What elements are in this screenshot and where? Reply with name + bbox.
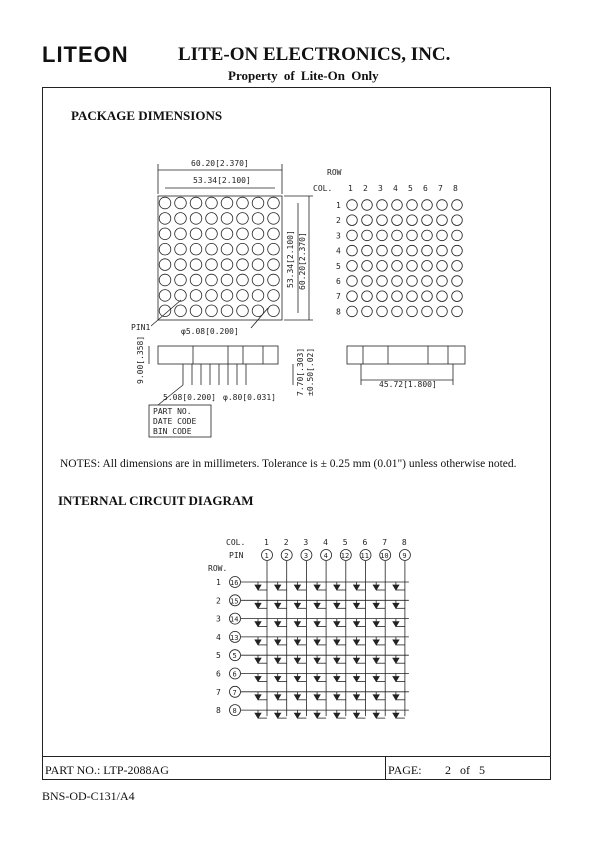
led-diode-symbol <box>314 695 320 700</box>
front-led-dot <box>175 259 187 271</box>
pinmap-dot <box>392 291 403 302</box>
circuit-row-number: 2 <box>216 596 221 606</box>
front-led-dot <box>268 274 280 286</box>
pinmap-dot <box>422 291 433 302</box>
pinmap-dot <box>362 291 373 302</box>
pinmap-dot <box>362 306 373 317</box>
front-led-dot <box>237 228 249 240</box>
led-diode-symbol <box>334 585 340 590</box>
package-dimensions-title: PACKAGE DIMENSIONS <box>71 108 223 123</box>
front-led-dot <box>268 243 280 255</box>
led-diode-symbol <box>393 713 399 718</box>
pinmap-dot <box>422 230 433 241</box>
led-diode-symbol <box>334 677 340 682</box>
pinmap-dot <box>392 306 403 317</box>
circuit-col-number: 5 <box>342 538 348 547</box>
led-diode-symbol <box>354 713 360 718</box>
front-led-dot <box>159 243 171 255</box>
dot-diameter-label: φ5.08[0.200] <box>181 327 239 336</box>
front-led-dot <box>237 290 249 302</box>
front-led-dot <box>268 290 280 302</box>
led-diode-symbol <box>314 677 320 682</box>
circuit-col-number: 4 <box>323 538 328 547</box>
side-height-label: 9.00[.358] <box>136 335 145 384</box>
dim-height-inner: 53.34[2.100] <box>286 230 295 288</box>
front-led-dot <box>175 213 187 225</box>
led-diode-symbol <box>393 677 399 682</box>
row-number: 5 <box>336 261 341 271</box>
front-led-dot <box>190 305 202 317</box>
liteon-logo: LITEON <box>42 42 129 67</box>
led-diode-symbol <box>314 622 320 627</box>
pinmap-dot <box>362 245 373 256</box>
circuit-row-number: 4 <box>216 632 221 642</box>
pinmap-dot <box>437 230 448 241</box>
led-diode-symbol <box>334 640 340 645</box>
led-diode-symbol <box>393 658 399 663</box>
pinmap-dot <box>407 215 418 226</box>
led-diode-symbol <box>294 695 300 700</box>
pinmap-dot <box>392 230 403 241</box>
col-number: 6 <box>423 184 428 193</box>
pinmap-dot <box>452 200 463 211</box>
col-number: 8 <box>453 184 458 193</box>
front-led-dot <box>206 305 218 317</box>
dimension-notes: NOTES: All dimensions are in millimeters. Tolerance is ± 0.25 mm (0.01") unless otherwise noted. <box>60 458 517 470</box>
front-led-dot <box>190 243 202 255</box>
label-line-2: DATE CODE <box>153 417 197 426</box>
led-diode-symbol <box>255 695 261 700</box>
pinmap-dot <box>347 276 358 287</box>
led-diode-symbol <box>354 640 360 645</box>
dot-leader <box>251 308 268 328</box>
pinmap-dot <box>347 230 358 241</box>
page-number: 2 of 5 <box>445 763 485 777</box>
pinmap-dot <box>347 291 358 302</box>
col-pin-number: 9 <box>402 552 407 560</box>
pinmap-dot <box>377 215 388 226</box>
row-pin-number: 8 <box>232 707 237 716</box>
package-dimension-drawing <box>43 148 550 498</box>
row-pin-number: 5 <box>232 652 237 661</box>
pinmap-dot <box>422 261 433 272</box>
front-led-dot <box>221 274 233 286</box>
led-diode-symbol <box>314 658 320 663</box>
pinmap-dot <box>437 276 448 287</box>
row-number: 8 <box>336 307 341 317</box>
pin-length-label: 7.70[.303] <box>296 347 305 396</box>
col-pin-number: 1 <box>264 552 269 560</box>
row-number: 3 <box>336 231 341 241</box>
led-diode-symbol <box>314 713 320 718</box>
front-led-dot <box>268 259 280 271</box>
pinmap-dot <box>347 306 358 317</box>
circuit-col-label: COL. <box>226 538 246 547</box>
led-diode-symbol <box>255 622 261 627</box>
company-name: LITE-ON ELECTRONICS, INC. <box>178 44 451 65</box>
row-number: 7 <box>336 292 341 302</box>
pinmap-dot <box>422 306 433 317</box>
led-diode-symbol <box>255 603 261 608</box>
pinmap-dot <box>437 261 448 272</box>
front-led-dot <box>190 274 202 286</box>
front-led-dot <box>221 259 233 271</box>
pinmap-dot <box>392 215 403 226</box>
led-diode-symbol <box>314 640 320 645</box>
front-led-dot <box>237 274 249 286</box>
pinmap-dot <box>377 261 388 272</box>
front-led-dot <box>237 305 249 317</box>
pinmap-dot <box>452 306 463 317</box>
led-diode-symbol <box>354 677 360 682</box>
pin-tolerance-label: ±0.50[.02] <box>306 347 315 396</box>
led-diode-symbol <box>275 640 281 645</box>
led-diode-symbol <box>354 622 360 627</box>
front-led-dot <box>221 243 233 255</box>
pinmap-dot <box>437 200 448 211</box>
col-pin-number: 11 <box>360 552 369 560</box>
led-diode-symbol <box>275 695 281 700</box>
pin-pitch-label: 5.08[0.200] <box>163 393 216 402</box>
col-pin-number: 4 <box>323 552 328 560</box>
front-led-dot <box>221 290 233 302</box>
pinmap-dot <box>407 200 418 211</box>
led-diode-symbol <box>373 695 379 700</box>
front-led-dot <box>159 274 171 286</box>
label-line-1: PART NO. <box>153 407 192 416</box>
circuit-row-label: ROW. <box>208 564 228 573</box>
pinmap-dot <box>392 276 403 287</box>
led-diode-symbol <box>314 603 320 608</box>
front-led-dot <box>175 228 187 240</box>
pinmap-dot <box>347 245 358 256</box>
pinmap-dot <box>362 276 373 287</box>
front-led-dot <box>252 259 264 271</box>
dim-width-outer: 60.20[2.370] <box>191 159 249 168</box>
front-led-dot <box>206 259 218 271</box>
pinmap-dot <box>452 215 463 226</box>
front-led-dot <box>268 305 280 317</box>
front-led-dot <box>237 197 249 209</box>
pinmap-dot <box>392 261 403 272</box>
led-diode-symbol <box>294 603 300 608</box>
front-led-dot <box>190 290 202 302</box>
col-number: 7 <box>438 184 443 193</box>
pinmap-dot <box>422 200 433 211</box>
led-diode-symbol <box>393 622 399 627</box>
pinmap-dot <box>407 261 418 272</box>
led-diode-symbol <box>373 658 379 663</box>
dim-width-inner: 53.34[2.100] <box>193 176 251 185</box>
col-header: COL. <box>313 184 333 193</box>
front-led-dot <box>175 197 187 209</box>
front-led-dot <box>206 290 218 302</box>
pinmap-dot <box>452 291 463 302</box>
pinmap-dot <box>452 261 463 272</box>
pinmap-dot <box>407 291 418 302</box>
front-led-dot <box>159 290 171 302</box>
front-led-dot <box>190 228 202 240</box>
front-led-dot <box>175 274 187 286</box>
front-led-dot <box>237 213 249 225</box>
pinmap-dot <box>392 245 403 256</box>
led-diode-symbol <box>373 585 379 590</box>
led-diode-symbol <box>294 622 300 627</box>
footer-divider <box>43 756 550 757</box>
led-diode-symbol <box>294 677 300 682</box>
col-number: 2 <box>363 184 368 193</box>
led-diode-symbol <box>393 695 399 700</box>
circuit-col-number: 3 <box>303 538 309 547</box>
led-diode-symbol <box>275 622 281 627</box>
circuit-row-number: 6 <box>216 669 221 679</box>
led-diode-symbol <box>393 603 399 608</box>
document-number: BNS-OD-C131/A4 <box>42 789 135 803</box>
circuit-pin-label: PIN <box>229 551 244 560</box>
pinmap-dot <box>362 215 373 226</box>
pinmap-dot <box>377 291 388 302</box>
row-pin-number: 6 <box>232 670 237 679</box>
led-diode-symbol <box>334 622 340 627</box>
front-led-dot <box>190 259 202 271</box>
property-note: Property of Lite-On Only <box>228 68 379 83</box>
circuit-row-number: 5 <box>216 651 221 661</box>
row-pin-number: 16 <box>230 579 239 587</box>
row-pin-number: 15 <box>230 597 239 606</box>
label-line-3: BIN CODE <box>153 427 192 436</box>
circuit-col-number: 1 <box>264 538 269 547</box>
led-diode-symbol <box>354 603 360 608</box>
col-number: 4 <box>393 184 398 193</box>
pinmap-dot <box>377 245 388 256</box>
row-pin-number: 13 <box>230 633 239 642</box>
led-diode-symbol <box>255 713 261 718</box>
front-led-dot <box>252 197 264 209</box>
row-number: 2 <box>336 216 341 226</box>
row-number: 6 <box>336 277 341 286</box>
pin1-leader <box>151 300 181 326</box>
front-led-dot <box>206 243 218 255</box>
circuit-col-number: 7 <box>382 538 388 547</box>
front-led-dot <box>252 213 264 225</box>
pinmap-dot <box>437 245 448 256</box>
front-led-dot <box>175 243 187 255</box>
document-frame <box>42 87 551 780</box>
led-diode-symbol <box>393 585 399 590</box>
led-diode-symbol <box>255 585 261 590</box>
front-led-dot <box>206 213 218 225</box>
front-led-dot <box>252 243 264 255</box>
led-diode-symbol <box>373 677 379 682</box>
front-led-dot <box>190 197 202 209</box>
led-diode-symbol <box>294 585 300 590</box>
front-led-dot <box>175 305 187 317</box>
pinmap-dot <box>452 276 463 287</box>
pinmap-dot <box>422 276 433 287</box>
row-number: 1 <box>336 201 341 210</box>
pinmap-dot <box>452 245 463 256</box>
led-diode-symbol <box>255 640 261 645</box>
front-led-dot <box>221 197 233 209</box>
front-led-dot <box>159 259 171 271</box>
dim-height-outer: 60.20[2.370] <box>298 232 307 290</box>
pinmap-dot <box>407 230 418 241</box>
front-led-dot <box>252 290 264 302</box>
col-pin-number: 3 <box>303 552 309 560</box>
pinmap-dot <box>437 215 448 226</box>
front-led-dot <box>159 197 171 209</box>
pin1-label: PIN1 <box>131 323 151 332</box>
pinmap-dot <box>422 215 433 226</box>
front-led-dot <box>221 213 233 225</box>
footer-vertical-divider <box>385 756 386 780</box>
circuit-row-number: 3 <box>216 614 221 624</box>
front-led-dot <box>252 228 264 240</box>
pinmap-dot <box>407 245 418 256</box>
pinmap-dot <box>362 230 373 241</box>
pinmap-dot <box>407 276 418 287</box>
led-diode-symbol <box>314 585 320 590</box>
row-pin-number: 14 <box>230 615 239 624</box>
col-number: 5 <box>408 184 413 193</box>
part-number: PART NO.: LTP-2088AG <box>45 763 169 777</box>
pinmap-dot <box>362 261 373 272</box>
pinmap-dot <box>347 200 358 211</box>
led-diode-symbol <box>275 603 281 608</box>
front-led-dot <box>159 228 171 240</box>
internal-circuit-title: INTERNAL CIRCUIT DIAGRAM <box>58 493 254 508</box>
led-diode-symbol <box>294 640 300 645</box>
page-label: PAGE: <box>388 763 422 777</box>
led-diode-symbol <box>373 713 379 718</box>
front-led-dot <box>237 243 249 255</box>
front-led-dot <box>268 228 280 240</box>
front-led-dot <box>175 290 187 302</box>
circuit-row-number: 7 <box>216 687 221 697</box>
pinmap-dot <box>362 200 373 211</box>
led-diode-symbol <box>373 603 379 608</box>
circuit-col-number: 6 <box>362 538 368 547</box>
pin-diameter-label: φ.80[0.031] <box>223 393 276 402</box>
led-diode-symbol <box>393 640 399 645</box>
row-number: 4 <box>336 246 341 256</box>
col-pin-number: 2 <box>284 552 289 560</box>
pinmap-dot <box>377 200 388 211</box>
front-led-dot <box>190 213 202 225</box>
pinmap-dot <box>407 306 418 317</box>
led-diode-symbol <box>294 713 300 718</box>
front-led-dot <box>206 197 218 209</box>
end-view-body <box>347 346 465 364</box>
circuit-row-number: 1 <box>216 578 221 587</box>
row-header: ROW <box>327 168 342 177</box>
pinmap-dot <box>347 261 358 272</box>
led-diode-symbol <box>275 713 281 718</box>
led-diode-symbol <box>354 658 360 663</box>
pinmap-dot <box>422 245 433 256</box>
pinmap-dot <box>437 291 448 302</box>
led-diode-symbol <box>275 658 281 663</box>
circuit-col-number: 8 <box>401 538 407 547</box>
led-diode-symbol <box>334 603 340 608</box>
led-diode-symbol <box>334 713 340 718</box>
led-diode-symbol <box>275 677 281 682</box>
front-led-dot <box>268 197 280 209</box>
front-led-dot <box>252 274 264 286</box>
pinmap-dot <box>437 306 448 317</box>
front-led-dot <box>221 305 233 317</box>
col-pin-number: 10 <box>380 552 389 560</box>
col-number: 1 <box>348 184 353 193</box>
pinmap-dot <box>377 230 388 241</box>
internal-circuit-diagram <box>43 528 550 728</box>
led-diode-symbol <box>294 658 300 663</box>
led-diode-symbol <box>373 622 379 627</box>
pinmap-dot <box>347 215 358 226</box>
pinmap-dot <box>452 230 463 241</box>
front-led-dot <box>159 213 171 225</box>
col-pin-number: 12 <box>340 552 350 560</box>
front-led-dot <box>237 259 249 271</box>
front-led-dot <box>221 228 233 240</box>
led-diode-symbol <box>334 695 340 700</box>
col-number: 3 <box>378 184 383 193</box>
led-diode-symbol <box>354 695 360 700</box>
circuit-row-number: 8 <box>216 706 221 716</box>
led-diode-symbol <box>275 585 281 590</box>
side-view-body <box>158 346 278 364</box>
pinmap-dot <box>377 276 388 287</box>
led-diode-symbol <box>354 585 360 590</box>
front-led-dot <box>206 228 218 240</box>
led-diode-symbol <box>255 677 261 682</box>
led-diode-symbol <box>373 640 379 645</box>
row-pin-number: 7 <box>232 688 237 697</box>
led-diode-symbol <box>334 658 340 663</box>
led-diode-symbol <box>255 658 261 663</box>
front-led-dot <box>268 213 280 225</box>
row-span-label: 45.72[1.800] <box>379 380 437 389</box>
circuit-col-number: 2 <box>283 538 289 547</box>
pinmap-dot <box>392 200 403 211</box>
pinmap-dot <box>377 306 388 317</box>
front-led-dot <box>206 274 218 286</box>
